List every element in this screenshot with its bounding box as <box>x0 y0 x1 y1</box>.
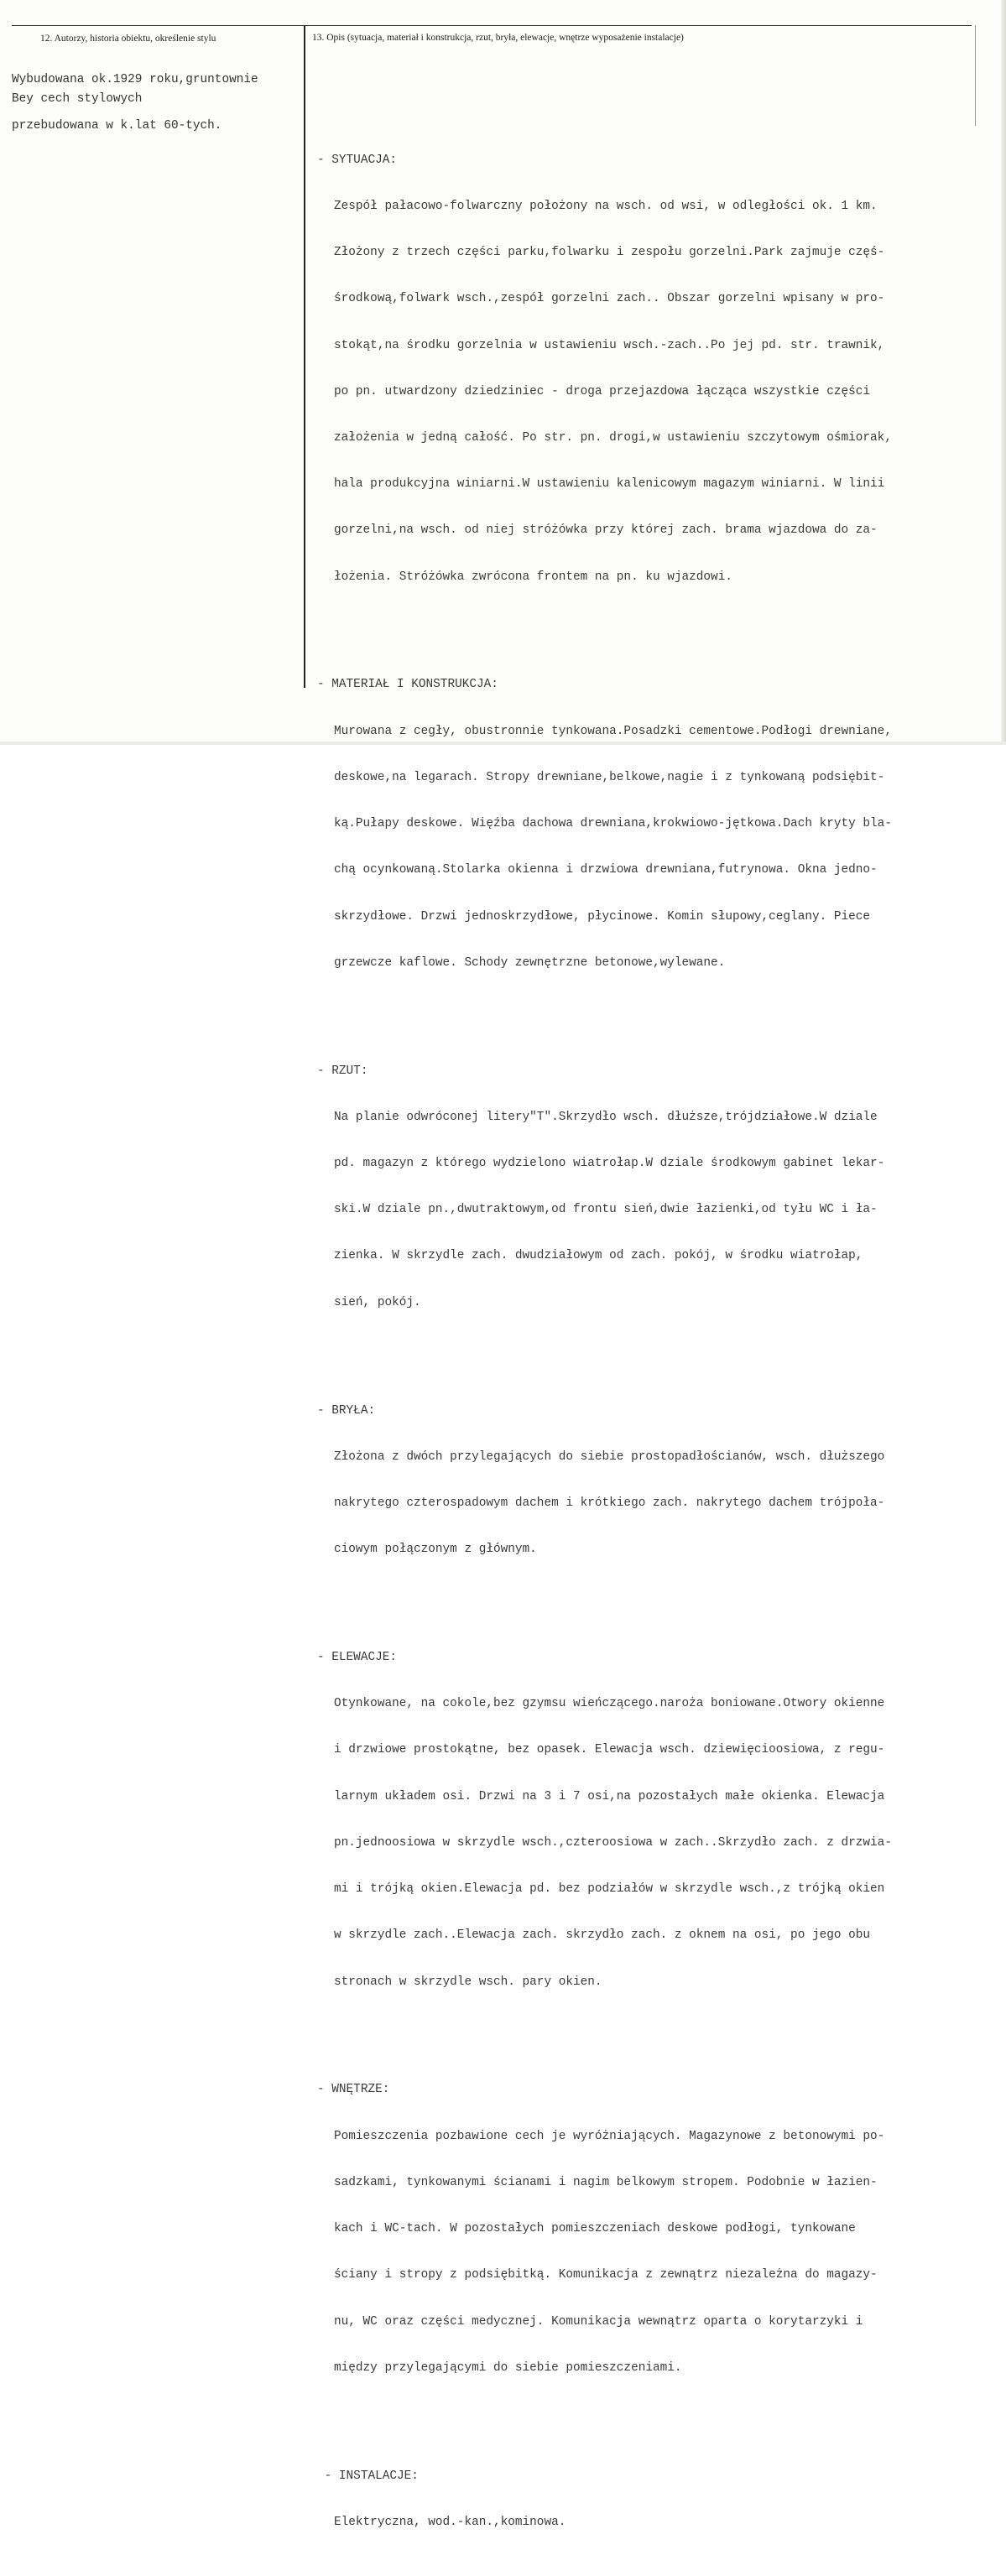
section-bryla <box>317 1372 980 1589</box>
section-line: deskowe,na legarach. Stropy drewniane,belkowe,nagie i z tynkowaną podsiębit- <box>334 770 885 784</box>
section-line: stronach w skrzydle wsch. pary okien. <box>334 1975 602 1989</box>
section-line: grzewcze kaflowe. Schody zewnętrzne betonowe,wylewane. <box>334 955 726 970</box>
section-heading: - SYTUACJA: <box>317 153 397 167</box>
field-12-label: 12. Autorzy, historia obiektu, określenie stylu <box>40 34 216 44</box>
section-line: po pn. utwardzony dziedziniec - droga przejazdowa łącząca wszystkie części <box>334 384 871 398</box>
section-line: Złożona z dwóch przylegających do siebie prostopadłościanów, wsch. dłuższego <box>334 1449 885 1464</box>
section-rzut <box>317 1033 980 1341</box>
section-line: ściany i stropy z podsiębitką. Komunikacja z zewnątrz niezależna do magazy- <box>334 2268 878 2282</box>
section-line: Pomieszczenia pozbawione cech je wyróżniających. Magazynowe z betonowymi po- <box>334 2129 885 2143</box>
section-line: mi i trójką okien.Elewacja pd. bez podziałów w skrzydle wsch.,z trójką okien <box>334 1882 885 1897</box>
section-line: nu, WC oraz części medycznej. Komunikacja wewnątrz oparta o korytarzyki i <box>334 2314 863 2329</box>
section-heading: - ELEWACJE: <box>317 1651 397 1665</box>
section-line: gorzelni,na wsch. od niej stróżówka przy której zach. brama wjazdowa do za- <box>334 523 878 538</box>
section-line: chą ocynkowaną.Stolarka okienna i drzwiowa drewniana,futrynowa. Okna jedno- <box>334 863 878 877</box>
section-elewacje <box>317 1619 980 2021</box>
section-line: założenia w jedną całość. Po str. pn. drogi,w ustawieniu szczytowym ośmiorak, <box>334 430 892 445</box>
section-line: sień, pokój. <box>334 1295 421 1309</box>
description-text <box>317 91 980 2576</box>
section-line: ką.Pułapy deskowe. Więźba dachowa drewniana,krokwiowo-jętkowa.Dach kryty bla- <box>334 817 892 831</box>
section-heading: - MATERIAŁ I KONSTRUKCJA: <box>317 678 498 692</box>
section-heading: - RZUT: <box>317 1064 368 1078</box>
section-line: środkową,folwark wsch.,zespół gorzelni zach.. Obszar gorzelni wpisany w pro- <box>334 292 885 306</box>
section-heading: - INSTALACJE: <box>317 2469 419 2483</box>
section-line: stokąt,na środku gorzelnia w ustawieniu wsch.-zach..Po jej pd. str. trawnik, <box>334 338 885 352</box>
section-line: Elektryczna, wod.-kan.,kominowa. <box>334 2515 566 2529</box>
field-13-label: 13. Opis (sytuacja, materiał i konstrukcja, rzut, bryła, elewacje, wnętrze wyposażenie instalacje) <box>312 33 684 43</box>
section-line: Złożony z trzech części parku,folwarku i zespołu gorzelni.Park zajmuje częś- <box>334 246 885 260</box>
history-line: Wybudowana ok.1929 roku,gruntownie <box>12 72 258 86</box>
section-line: Zespół pałacowo-folwarczny położony na wsch. od wsi, w odległości ok. 1 km. <box>334 199 878 213</box>
section-line: ciowym połączonym z głównym. <box>334 1543 537 1557</box>
section-line: Na planie odwróconej litery"T".Skrzydło wsch. dłuższe,trójdziałowe.W dziale <box>334 1110 878 1124</box>
section-heading: - BRYŁA: <box>317 1403 376 1418</box>
section-line: pd. magazyn z którego wydzielono wiatrołap.W dziale środkowym gabinet lekar- <box>334 1157 885 1171</box>
section-line: między przylegającymi do siebie pomieszczeniami. <box>334 2360 682 2375</box>
section-line: pn.jednoosiowa w skrzydle wsch.,czteroosiowa w zach..Skrzydło zach. z drzwia- <box>334 1835 892 1850</box>
section-line: ski.W dziale pn.,dwutraktowym,od frontu sień,dwie łazienki,od tyłu WC i ła- <box>334 1203 878 1217</box>
section-line: w skrzydle zach..Elewacja zach. skrzydło zach. z oknem na osi, po jego obu <box>334 1928 871 1943</box>
section-sytuacja <box>317 122 980 616</box>
section-line: łożenia. Stróżówka zwrócona frontem na pn. ku wjazdowi. <box>334 570 732 584</box>
section-line: Murowana z cegły, obustronnie tynkowana.Posadzki cementowe.Podłogi drewniane, <box>334 724 892 738</box>
section-material <box>317 647 980 1002</box>
section-heading: - WNĘTRZE: <box>317 2083 390 2097</box>
section-line: larnym układem osi. Drzwi na 3 i 7 osi,na pozostałych małe okienka. Elewacja <box>334 1789 885 1803</box>
section-wnetrze <box>317 2052 980 2407</box>
history-line: przebudowana w k.lat 60-tych. <box>12 119 222 133</box>
section-line: Otynkowane, na cokole,bez gzymsu wieńczącego.naroża boniowane.Otwory okienne <box>334 1697 885 1711</box>
column-divider <box>304 25 305 688</box>
form-top-rule <box>12 25 972 26</box>
section-line: zienka. W skrzydle zach. dwudziałowym od zach. pokój, w środku wiatrołap, <box>334 1249 863 1263</box>
section-line: skrzydłowe. Drzwi jednoskrzydłowe, płycinowe. Komin słupowy,ceglany. Piece <box>334 909 871 924</box>
section-line: sadzkami, tynkowanymi ścianami i nagim belkowym stropem. Podobnie w łazien- <box>334 2175 878 2189</box>
scan-edge-right <box>1001 0 1006 745</box>
style-note: Bey cech stylowych <box>12 92 143 106</box>
section-line: hala produkcyjna winiarni.W ustawieniu kalenicowym magazym winiarni. W linii <box>334 477 885 492</box>
section-line: i drzwiowe prostokątne, bez opasek. Elewacja wsch. dziewięcioosiowa, z regu- <box>334 1743 885 1757</box>
section-line: kach i WC-tach. W pozostałych pomieszczeniach deskowe podłogi, tynkowane <box>334 2222 856 2236</box>
history-text <box>12 41 258 149</box>
section-line: nakrytego czterospadowym dachem i krótkiego zach. nakrytego dachem trójpoła- <box>334 1496 885 1510</box>
section-instalacje <box>317 2438 980 2561</box>
